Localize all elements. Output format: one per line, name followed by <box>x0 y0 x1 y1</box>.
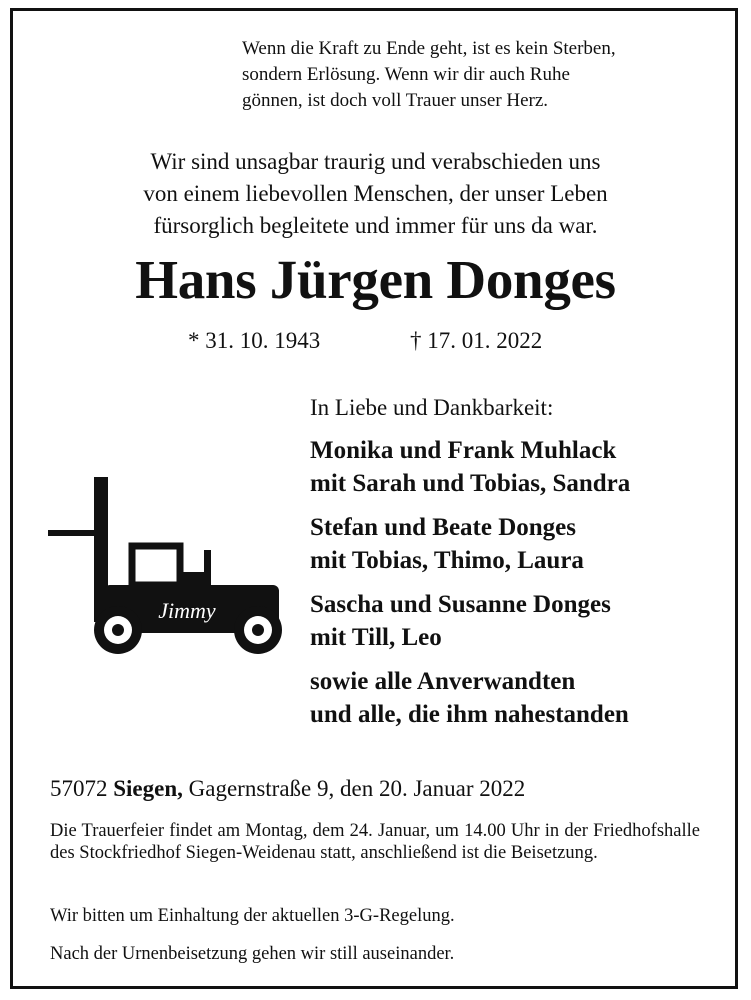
mourner-line: mit Till, Leo <box>310 624 442 651</box>
mourner-line: Stefan und Beate Donges <box>310 514 576 541</box>
forklift-label: Jimmy <box>158 598 216 623</box>
closing-note: Nach der Urnenbeisetzung gehen wir still auseinander. <box>50 944 455 964</box>
mourner-line: Sascha und Susanne Donges <box>310 591 611 618</box>
zip-code: 57072 <box>50 776 108 801</box>
thanks-heading: In Liebe und Dankbarkeit: <box>310 395 554 420</box>
city: Siegen, <box>113 776 183 801</box>
mourner-line: mit Sarah und Tobias, Sandra <box>310 470 631 497</box>
mourner-group <box>310 511 630 577</box>
forklift-icon <box>44 472 289 664</box>
mourner-line: und alle, die ihm nahestanden <box>310 701 629 728</box>
mourner-group <box>310 434 630 500</box>
deceased-name: Hans Jürgen Donges <box>135 249 616 310</box>
intro-text <box>0 146 751 242</box>
mourners-list <box>310 434 630 742</box>
poem-line: sondern Erlösung. Wenn wir dir auch Ruhe <box>242 64 570 85</box>
address-date: Gagernstraße 9, den 20. Januar 2022 <box>188 776 526 801</box>
poem-line: Wenn die Kraft zu Ende geht, ist es kein Sterben, <box>242 38 616 59</box>
funeral-details <box>50 820 700 864</box>
poem-line: gönnen, ist doch voll Trauer unser Herz. <box>242 90 549 111</box>
location-date <box>50 774 525 804</box>
funeral-info: Die Trauerfeier findet am Montag, dem 24. Januar, um 14.00 Uhr in der Friedhofshalle des Stockfriedhof Siegen-Weidenau statt, anschließend ist die Beisetzung. <box>50 821 700 863</box>
mourner-line: mit Tobias, Thimo, Laura <box>310 547 584 574</box>
mourner-group <box>310 588 630 654</box>
death-date: † 17. 01. 2022 <box>410 328 543 353</box>
birth-date: * 31. 10. 1943 <box>188 328 321 353</box>
intro-line: Wir sind unsagbar traurig und verabschieden uns <box>150 149 601 174</box>
mourner-line: Monika und Frank Muhlack <box>310 437 617 464</box>
covid-rule-note: Wir bitten um Einhaltung der aktuellen 3-G-Regelung. <box>50 906 455 926</box>
intro-line: fürsorglich begleitete und immer für uns da war. <box>153 213 598 238</box>
mourner-group <box>310 665 630 731</box>
mourner-line: sowie alle Anverwandten <box>310 668 576 695</box>
intro-line: von einem liebevollen Menschen, der unser Leben <box>143 181 608 206</box>
poem <box>242 36 616 114</box>
